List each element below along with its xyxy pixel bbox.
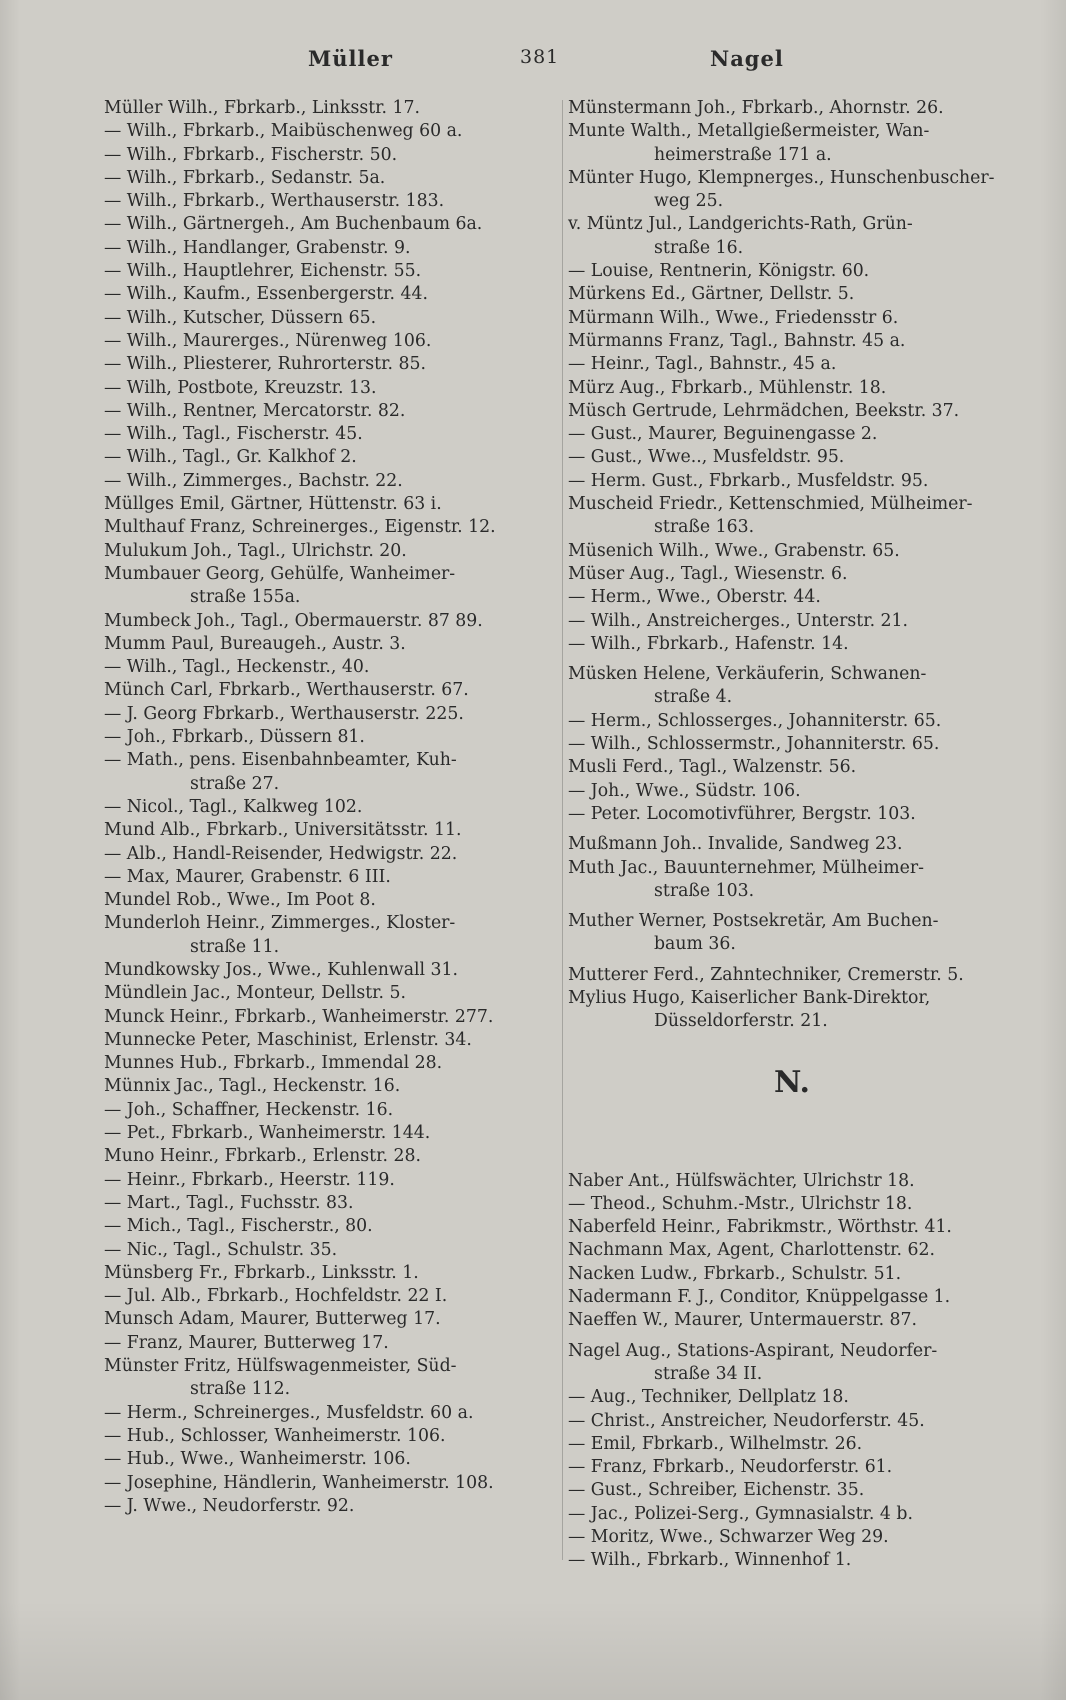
entry-text: Muth Jac., Bauunternehmer, Mülheimer-: [568, 857, 925, 878]
entry-text: — Wilh., Hauptlehrer, Eichenstr. 55.: [104, 261, 422, 282]
directory-entry: [104, 1308, 556, 1331]
directory-entry: [568, 633, 1016, 656]
directory-entry: [568, 470, 1016, 493]
directory-entry: [104, 307, 556, 330]
entry-text: Mumbeck Joh., Tagl., Obermauerstr. 87 89.: [104, 610, 483, 631]
entry-text: v. Müntz Jul., Landgerichts-Rath, Grün-: [568, 214, 913, 235]
entry-text: Nadermann F. J., Conditor, Knüppelgasse 1.: [568, 1287, 951, 1308]
column-divider: [562, 100, 563, 1560]
directory-entry: [104, 1215, 556, 1238]
directory-entry: [568, 1456, 1016, 1479]
directory-entry: [568, 733, 1016, 756]
entry-text: Mundkowsky Jos., Wwe., Kuhlenwall 31.: [104, 959, 459, 980]
entry-text: Mürmanns Franz, Tagl., Bahnstr. 45 a.: [568, 330, 906, 351]
directory-entry: [104, 237, 556, 260]
directory-entry: [568, 833, 1016, 856]
entry-text: — Wilh., Tagl., Gr. Kalkhof 2.: [104, 447, 357, 468]
entry-text: Muscheid Friedr., Kettenschmied, Mülheimer-: [568, 494, 973, 515]
directory-entry: [104, 1192, 556, 1215]
left-column: [104, 97, 556, 1518]
entry-text: — Wilh., Handlanger, Grabenstr. 9.: [104, 237, 411, 258]
directory-entry: [104, 446, 556, 469]
right-column: [568, 97, 1016, 1573]
entry-text: Naeffen W., Maurer, Untermauerstr. 87.: [568, 1310, 918, 1331]
entry-text: Müsenich Wilh., Wwe., Grabenstr. 65.: [568, 540, 900, 561]
directory-entry: [568, 1309, 1016, 1332]
directory-entry: [568, 586, 1016, 609]
directory-entry: [104, 982, 556, 1005]
entry-text: — Aug., Techniker, Dellplatz 18.: [568, 1387, 849, 1408]
directory-entry: [568, 1170, 1016, 1193]
entry-text: Münch Carl, Fbrkarb., Werthauserstr. 67.: [104, 680, 469, 701]
directory-entry: [104, 493, 556, 516]
directory-entry: [568, 910, 1016, 957]
entry-text: Müsken Helene, Verkäuferin, Schwanen-: [568, 664, 927, 685]
directory-entry: [104, 1262, 556, 1285]
entry-text: Munderloh Heinr., Zimmerges., Kloster-: [104, 913, 456, 934]
page-number: 381: [520, 46, 560, 68]
directory-entry: [568, 710, 1016, 733]
entry-text: Munck Heinr., Fbrkarb., Wanheimerstr. 277.: [104, 1006, 494, 1027]
directory-entry: [568, 307, 1016, 330]
entry-text: Müser Aug., Tagl., Wiesenstr. 6.: [568, 563, 848, 584]
directory-entry: [568, 1239, 1016, 1262]
directory-entry: [104, 656, 556, 679]
entry-text: — Wilh., Fbrkarb., Winnenhof 1.: [568, 1550, 852, 1571]
running-head-right: Nagel: [710, 46, 784, 71]
entry-text: — Wilh., Rentner, Mercatorstr. 82.: [104, 400, 406, 421]
directory-entry: [104, 866, 556, 889]
directory-entry: [104, 796, 556, 819]
directory-entry: [104, 610, 556, 633]
directory-entry: [568, 1549, 1016, 1572]
entry-continuation: straße 34 II.: [654, 1363, 763, 1384]
directory-entry: [568, 857, 1016, 904]
entry-text: — Mich., Tagl., Fischerstr., 80.: [104, 1216, 373, 1237]
directory-entry: [104, 190, 556, 213]
entry-text: Mylius Hugo, Kaiserlicher Bank-Direktor,: [568, 987, 931, 1008]
entry-text: Mundel Rob., Wwe., Im Poot 8.: [104, 890, 376, 911]
directory-entry: [568, 563, 1016, 586]
entry-text: — Wilh., Fbrkarb., Sedanstr. 5a.: [104, 167, 386, 188]
entry-text: Munsch Adam, Maurer, Butterweg 17.: [104, 1309, 441, 1330]
directory-entry: [104, 959, 556, 982]
directory-entry: [568, 987, 1016, 1034]
entry-text: Munnes Hub., Fbrkarb., Immendal 28.: [104, 1053, 443, 1074]
entry-continuation: baum 36.: [654, 934, 736, 955]
directory-entry: [104, 213, 556, 236]
directory-entry: [104, 1472, 556, 1495]
directory-entry: [568, 756, 1016, 779]
entry-text: — Joh., Wwe., Südstr. 106.: [568, 780, 801, 801]
directory-entry: [568, 1263, 1016, 1286]
directory-entry: [104, 1052, 556, 1075]
directory-entry: [104, 353, 556, 376]
entry-text: — Herm., Schreinerges., Musfeldstr. 60 a.: [104, 1402, 474, 1423]
entry-text: — Christ., Anstreicher, Neudorferstr. 45.: [568, 1410, 925, 1431]
directory-entry: [104, 260, 556, 283]
directory-entry: [104, 1169, 556, 1192]
entry-text: — Nicol., Tagl., Kalkweg 102.: [104, 796, 363, 817]
directory-entry: [568, 423, 1016, 446]
entry-text: — Joh., Fbrkarb., Düssern 81.: [104, 727, 365, 748]
running-head-left: Müller: [308, 46, 393, 71]
entry-text: — Heinr., Tagl., Bahnstr., 45 a.: [568, 354, 837, 375]
entry-text: — Wilh., Schlossermstr., Johanniterstr. 65.: [568, 734, 940, 755]
directory-entry: [568, 964, 1016, 987]
entry-text: — Wilh., Gärtnergeh., Am Buchenbaum 6a.: [104, 214, 483, 235]
entry-text: Munnecke Peter, Maschinist, Erlenstr. 34.: [104, 1029, 472, 1050]
directory-entry: [104, 377, 556, 400]
directory-entry: [568, 283, 1016, 306]
directory-entry: [104, 1425, 556, 1448]
entry-text: Müller Wilh., Fbrkarb., Linksstr. 17.: [104, 98, 420, 118]
entry-text: — Wilh., Maurerges., Nürenweg 106.: [104, 330, 432, 351]
directory-entry: [568, 1526, 1016, 1549]
directory-entry: [104, 120, 556, 143]
entry-text: Multhauf Franz, Schreinerges., Eigenstr. 12.: [104, 517, 496, 538]
directory-entry: [568, 1193, 1016, 1216]
directory-entry: [104, 144, 556, 167]
entry-text: Mulukum Joh., Tagl., Ulrichstr. 20.: [104, 540, 407, 561]
entry-continuation: straße 16.: [654, 237, 744, 258]
directory-entry: [104, 1145, 556, 1168]
directory-entry: [568, 120, 1016, 167]
directory-entry: [568, 1433, 1016, 1456]
entry-continuation: heimerstraße 171 a.: [654, 144, 832, 165]
directory-entry: [104, 819, 556, 842]
directory-entry: [568, 1340, 1016, 1387]
entry-text: — Herm. Gust., Fbrkarb., Musfeldstr. 95.: [568, 470, 929, 491]
entry-text: Nachmann Max, Agent, Charlottenstr. 62.: [568, 1240, 935, 1261]
directory-entry: [104, 516, 556, 539]
directory-entry: [104, 540, 556, 563]
directory-entry: [568, 167, 1016, 214]
directory-entry: [568, 400, 1016, 423]
directory-entry: [104, 1099, 556, 1122]
entry-continuation: straße 11.: [190, 936, 280, 957]
entry-text: — Wilh., Fbrkarb., Werthauserstr. 183.: [104, 191, 445, 212]
entry-text: Mutterer Ferd., Zahntechniker, Cremerstr. 5.: [568, 964, 964, 985]
entry-text: — Gust., Wwe.., Musfeldstr. 95.: [568, 447, 845, 468]
directory-entry: [104, 1006, 556, 1029]
directory-entry: [568, 780, 1016, 803]
entry-text: — Wilh., Anstreicherges., Unterstr. 21.: [568, 610, 909, 631]
entry-text: — Alb., Handl-Reisender, Hedwigstr. 22.: [104, 843, 458, 864]
entry-text: Naberfeld Heinr., Fabrikmstr., Wörthstr. 41.: [568, 1217, 952, 1238]
entry-text: — Mart., Tagl., Fuchsstr. 83.: [104, 1192, 354, 1213]
directory-entry: [568, 610, 1016, 633]
entry-text: — Moritz, Wwe., Schwarzer Weg 29.: [568, 1527, 889, 1548]
entry-text: — Wilh., Tagl., Heckenstr., 40.: [104, 657, 370, 678]
directory-entry: [568, 260, 1016, 283]
directory-entry: [104, 97, 556, 120]
directory-entry: [104, 633, 556, 656]
directory-entry: [568, 330, 1016, 353]
directory-entry: [104, 889, 556, 912]
directory-entry: [104, 1075, 556, 1098]
directory-entry: [104, 1029, 556, 1052]
entry-text: — J. Georg Fbrkarb., Werthauserstr. 225.: [104, 703, 464, 724]
entry-text: Münster Fritz, Hülfswagenmeister, Süd-: [104, 1356, 457, 1377]
entry-continuation: weg 25.: [654, 191, 724, 212]
entry-text: — Franz, Maurer, Butterweg 17.: [104, 1332, 389, 1353]
directory-entry: [568, 663, 1016, 710]
entry-text: — Math., pens. Eisenbahnbeamter, Kuh-: [104, 750, 457, 771]
directory-entry: [568, 1503, 1016, 1526]
directory-entry: [104, 749, 556, 796]
directory-entry: [568, 446, 1016, 469]
entry-text: — Heinr., Fbrkarb., Heerstr. 119.: [104, 1169, 395, 1190]
entry-text: — Jul. Alb., Fbrkarb., Hochfeldstr. 22 I.: [104, 1286, 448, 1307]
directory-entry: [104, 563, 556, 610]
entry-text: — Pet., Fbrkarb., Wanheimerstr. 144.: [104, 1123, 431, 1144]
entry-continuation: straße 103.: [654, 880, 755, 901]
directory-entry: [568, 1386, 1016, 1409]
entry-text: Müllges Emil, Gärtner, Hüttenstr. 63 i.: [104, 494, 442, 515]
entry-text: — Theod., Schuhm.-Mstr., Ulrichstr 18.: [568, 1193, 913, 1214]
entry-text: — Nic., Tagl., Schulstr. 35.: [104, 1239, 338, 1260]
right-column-n-entries: [568, 1170, 1016, 1573]
entry-text: Muno Heinr., Fbrkarb., Erlenstr. 28.: [104, 1146, 421, 1167]
directory-entry: [104, 679, 556, 702]
entry-text: — Emil, Fbrkarb., Wilhelmstr. 26.: [568, 1433, 863, 1454]
directory-entry: [104, 330, 556, 353]
directory-entry: [104, 1448, 556, 1471]
directory-entry: [568, 803, 1016, 826]
directory-entry: [104, 1239, 556, 1262]
entry-text: — Franz, Fbrkarb., Neudorferstr. 61.: [568, 1457, 893, 1478]
directory-entry: [568, 97, 1016, 120]
entry-text: — Wilh, Postbote, Kreuzstr. 13.: [104, 377, 377, 398]
directory-entry: [568, 493, 1016, 540]
directory-entry: [104, 470, 556, 493]
entry-text: — Wilh., Kutscher, Düssern 65.: [104, 307, 377, 328]
entry-text: Mündlein Jac., Monteur, Dellstr. 5.: [104, 983, 406, 1004]
entry-text: — J. Wwe., Neudorferstr. 92.: [104, 1495, 355, 1516]
entry-text: — Jac., Polizei-Serg., Gymnasialstr. 4 b.: [568, 1503, 913, 1524]
entry-text: — Hub., Schlosser, Wanheimerstr. 106.: [104, 1425, 446, 1446]
directory-entry: [104, 1495, 556, 1518]
entry-text: — Peter. Locomotivführer, Bergstr. 103.: [568, 803, 916, 824]
entry-text: Musli Ferd., Tagl., Walzenstr. 56.: [568, 757, 857, 778]
entry-text: — Herm., Wwe., Oberstr. 44.: [568, 587, 821, 608]
entry-text: Munte Walth., Metallgießermeister, Wan-: [568, 121, 930, 142]
entry-text: — Louise, Rentnerin, Königstr. 60.: [568, 261, 870, 282]
entry-text: — Herm., Schlosserges., Johanniterstr. 65.: [568, 710, 942, 731]
entry-text: Mußmann Joh.. Invalide, Sandweg 23.: [568, 834, 903, 855]
entry-text: Mürkens Ed., Gärtner, Dellstr. 5.: [568, 284, 855, 305]
directory-entry: [104, 423, 556, 446]
entry-continuation: straße 4.: [654, 687, 733, 708]
entry-text: Muther Werner, Postsekretär, Am Buchen-: [568, 911, 939, 932]
directory-entry: [568, 540, 1016, 563]
entry-text: Müsch Gertrude, Lehrmädchen, Beekstr. 37.: [568, 400, 960, 421]
entry-continuation: Düsseldorferstr. 21.: [654, 1011, 828, 1032]
entry-text: — Joh., Schaffner, Heckenstr. 16.: [104, 1099, 394, 1120]
entry-text: — Wilh., Kaufm., Essenbergerstr. 44.: [104, 284, 428, 305]
entry-text: Nacken Ludw., Fbrkarb., Schulstr. 51.: [568, 1263, 902, 1284]
directory-entry: [568, 1410, 1016, 1433]
entry-text: — Max, Maurer, Grabenstr. 6 III.: [104, 866, 391, 887]
entry-continuation: straße 163.: [654, 517, 755, 538]
directory-entry: [568, 1479, 1016, 1502]
entry-continuation: straße 27.: [190, 773, 280, 794]
entry-text: Mürmann Wilh., Wwe., Friedensstr 6.: [568, 307, 899, 328]
entry-text: — Hub., Wwe., Wanheimerstr. 106.: [104, 1449, 411, 1470]
entry-text: — Wilh., Fbrkarb., Hafenstr. 14.: [568, 633, 849, 654]
entry-text: — Wilh., Tagl., Fischerstr. 45.: [104, 424, 363, 445]
directory-entry: [568, 213, 1016, 260]
directory-entry: [104, 843, 556, 866]
directory-entry: [104, 1122, 556, 1145]
entry-text: — Wilh., Fbrkarb., Fischerstr. 50.: [104, 144, 398, 165]
entry-text: — Wilh., Zimmerges., Bachstr. 22.: [104, 470, 403, 491]
entry-text: — Wilh., Fbrkarb., Maibüschenweg 60 a.: [104, 121, 463, 142]
directory-entry: [568, 1216, 1016, 1239]
entry-text: — Gust., Maurer, Beguinengasse 2.: [568, 424, 878, 445]
directory-entry: [104, 1332, 556, 1355]
entry-text: Mund Alb., Fbrkarb., Universitätsstr. 11.: [104, 820, 462, 841]
directory-entry: [104, 1285, 556, 1308]
entry-continuation: straße 112.: [190, 1379, 291, 1400]
entry-text: Mumm Paul, Bureaugeh., Austr. 3.: [104, 633, 406, 654]
entry-text: — Gust., Schreiber, Eichenstr. 35.: [568, 1480, 865, 1501]
directory-entry: [104, 283, 556, 306]
directory-entry: [568, 377, 1016, 400]
directory-entry: [568, 1286, 1016, 1309]
entry-text: — Josephine, Händlerin, Wanheimerstr. 108.: [104, 1472, 494, 1493]
directory-entry: [104, 1355, 556, 1402]
directory-entry: [568, 353, 1016, 376]
entry-text: Münstermann Joh., Fbrkarb., Ahornstr. 26.: [568, 98, 944, 118]
directory-entry: [104, 703, 556, 726]
directory-entry: [104, 167, 556, 190]
entry-text: Münter Hugo, Klempnerges., Hunschenbuscher-: [568, 167, 995, 188]
entry-text: Mürz Aug., Fbrkarb., Mühlenstr. 18.: [568, 377, 887, 398]
section-letter-heading: N.: [774, 1064, 810, 1100]
entry-text: Mumbauer Georg, Gehülfe, Wanheimer-: [104, 563, 456, 584]
entry-text: Nagel Aug., Stations-Aspirant, Neudorfer-: [568, 1340, 938, 1361]
directory-entry: [104, 726, 556, 749]
entry-text: — Wilh., Pliesterer, Ruhrorterstr. 85.: [104, 354, 426, 375]
entry-continuation: straße 155a.: [190, 587, 301, 608]
directory-entry: [104, 400, 556, 423]
directory-entry: [104, 912, 556, 959]
entry-text: Münnix Jac., Tagl., Heckenstr. 16.: [104, 1076, 401, 1097]
entry-text: Naber Ant., Hülfswächter, Ulrichstr 18.: [568, 1170, 915, 1191]
directory-entry: [104, 1402, 556, 1425]
entry-text: Münsberg Fr., Fbrkarb., Linksstr. 1.: [104, 1262, 419, 1283]
right-column-m-entries: [568, 97, 1016, 1034]
